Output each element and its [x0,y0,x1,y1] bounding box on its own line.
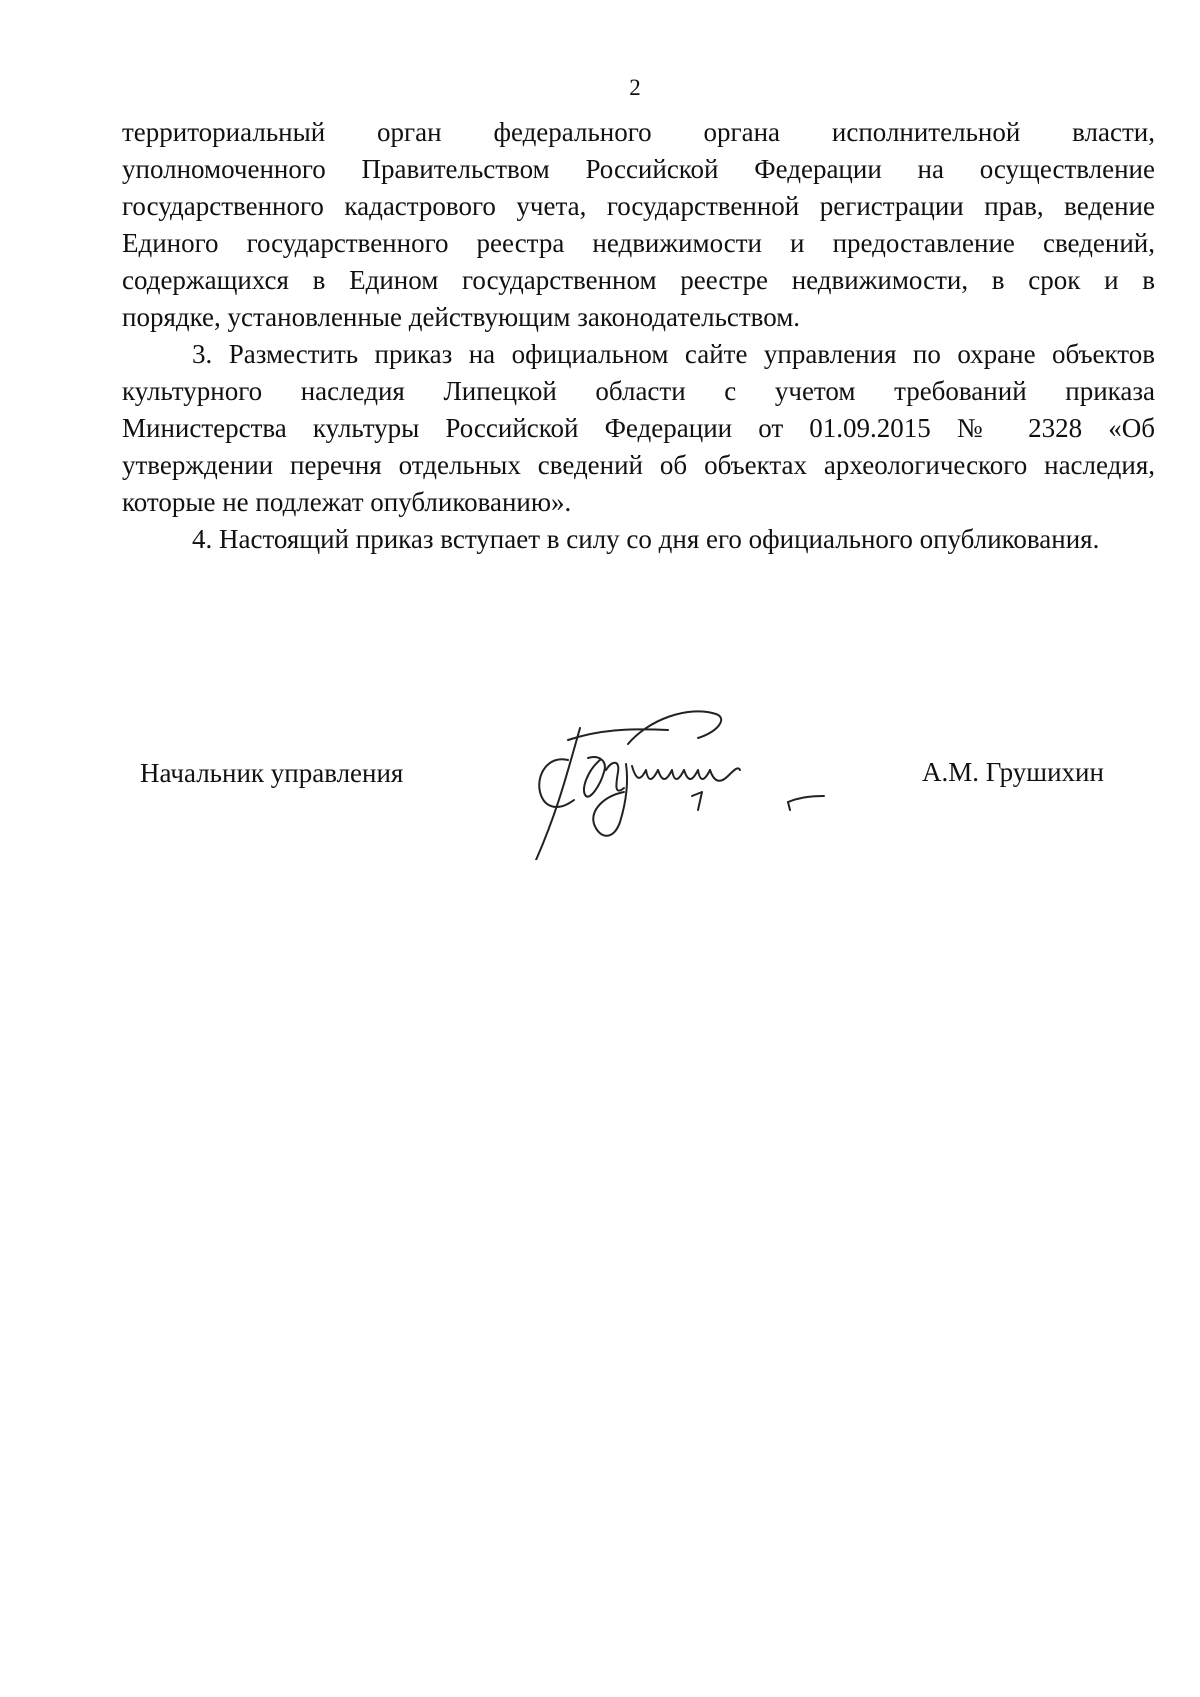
text-line: порядке, установленные действующим законодательством. [122,302,801,332]
page-number: 2 [629,75,641,100]
text-line: 3. Разместить приказ на официальном сайте управления по охране объектов [192,339,1155,369]
text-line: территориальный орган федерального органа исполнительной власти, [122,117,1155,147]
text-line: Министерства культуры Российской Федерации от 01.09.2015 № 2328 «Об [122,413,1155,443]
text-line: культурного наследия Липецкой области с учетом требований приказа [122,376,1155,406]
paragraph-item-3 [122,336,1155,521]
handwritten-signature [528,700,868,860]
signature-block [0,700,1200,860]
text-line: которые не подлежат опубликованию». [122,487,572,517]
position-title: Начальник управления [140,758,404,788]
signer-name: А.М. Грушихин [922,757,1104,787]
text-line: Единого государственного реестра недвижимости и предоставление сведений, [122,228,1155,258]
text-line: 4. Настоящий приказ вступает в силу со дня его официального опубликования. [192,524,1100,554]
text-line: уполномоченного Правительством Российской Федерации на осуществление [122,154,1155,184]
text-line: государственного кадастрового учета, государственной регистрации прав, ведение [122,191,1155,221]
paragraph-continuation [122,114,1155,336]
paragraph-item-4 [122,521,1155,558]
document-body [122,114,1155,558]
text-line: содержащихся в Едином государственном реестре недвижимости, в срок и в [122,265,1155,295]
text-line: утверждении перечня отдельных сведений об объектах археологического наследия, [122,450,1155,480]
